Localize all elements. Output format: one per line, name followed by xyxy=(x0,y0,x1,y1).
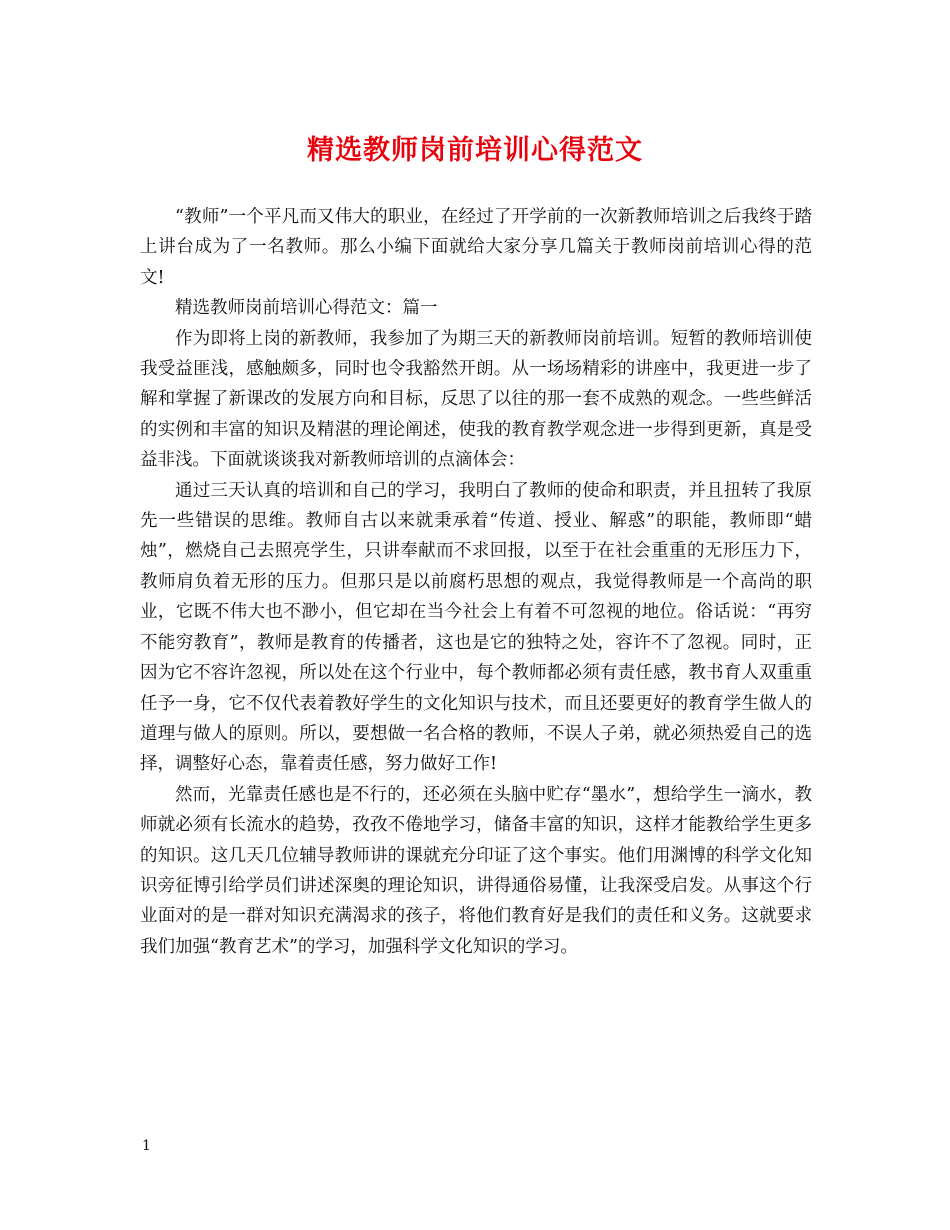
body-paragraph: 然而，光靠责任感也是不行的，还必须在头脑中贮存“墨水”，想给学生一滴水，教师就必须有长流水的趋势，孜孜不倦地学习，储备丰富的知识，这样才能教给学生更多的知识。这几天几位辅导教师讲的课就充分印证了这个事实。他们用渊博的科学文化知识旁征博引给学员们讲述深奥的理论知识，讲得通俗易懂，让我深受启发。从事这个行业面对的是一群对知识充满渴求的孩子，将他们教育好是我们的责任和义务。这就要求我们加强“教育艺术”的学习，加强科学文化知识的学习。 xyxy=(140,784,812,957)
document-title: 精选教师岗前培训心得范文 xyxy=(307,135,643,166)
section-heading: 精选教师岗前培训心得范文：篇一 xyxy=(175,298,438,319)
document-body xyxy=(140,202,812,962)
page-number: 1 xyxy=(142,1138,151,1154)
body-paragraph: 作为即将上岗的新教师，我参加了为期三天的新教师岗前培训。短暂的教师培训使我受益匪浅，感触颇多，同时也令我豁然开朗。从一场场精彩的讲座中，我更进一步了解和掌握了新课改的发展方向和目标，反思了以往的那一套不成熟的观念。一些些鲜活的实例和丰富的知识及精湛的理论阐述，使我的教育教学观念进一步得到更新，真是受益非浅。下面就谈谈我对新教师培训的点滴体会： xyxy=(140,328,812,471)
intro-paragraph: “教师”一个平凡而又伟大的职业，在经过了开学前的一次新教师培训之后我终于踏上讲台成为了一名教师。那么小编下面就给大家分享几篇关于教师岗前培训心得的范文! xyxy=(140,207,812,288)
body-paragraph: 通过三天认真的培训和自己的学习，我明白了教师的使命和职责，并且扭转了我原先一些错误的思维。教师自古以来就秉承着“传道、授业、解惑”的职能，教师即“蜡烛”，燃烧自己去照亮学生，只讲奉献而不求回报，以至于在社会重重的无形压力下，教师肩负着无形的压力。但那只是以前腐朽思想的观点，我觉得教师是一个高尚的职业，它既不伟大也不渺小，但它却在当今社会上有着不可忽视的地位。俗话说：“再穷不能穷教育”，教师是教育的传播者，这也是它的独特之处，容许不了忽视。同时，正因为它不容许忽视，所以处在这个行业中，每个教师都必须有责任感，教书育人双重重任予一身，它不仅代表着教好学生的文化知识与技术，而且还要更好的教育学生做人的道理与做人的原则。所以，要想做一名合格的教师，不误人子弟，就必须热爱自己的选择，调整好心态，靠着责任感，努力做好工作! xyxy=(140,480,812,775)
